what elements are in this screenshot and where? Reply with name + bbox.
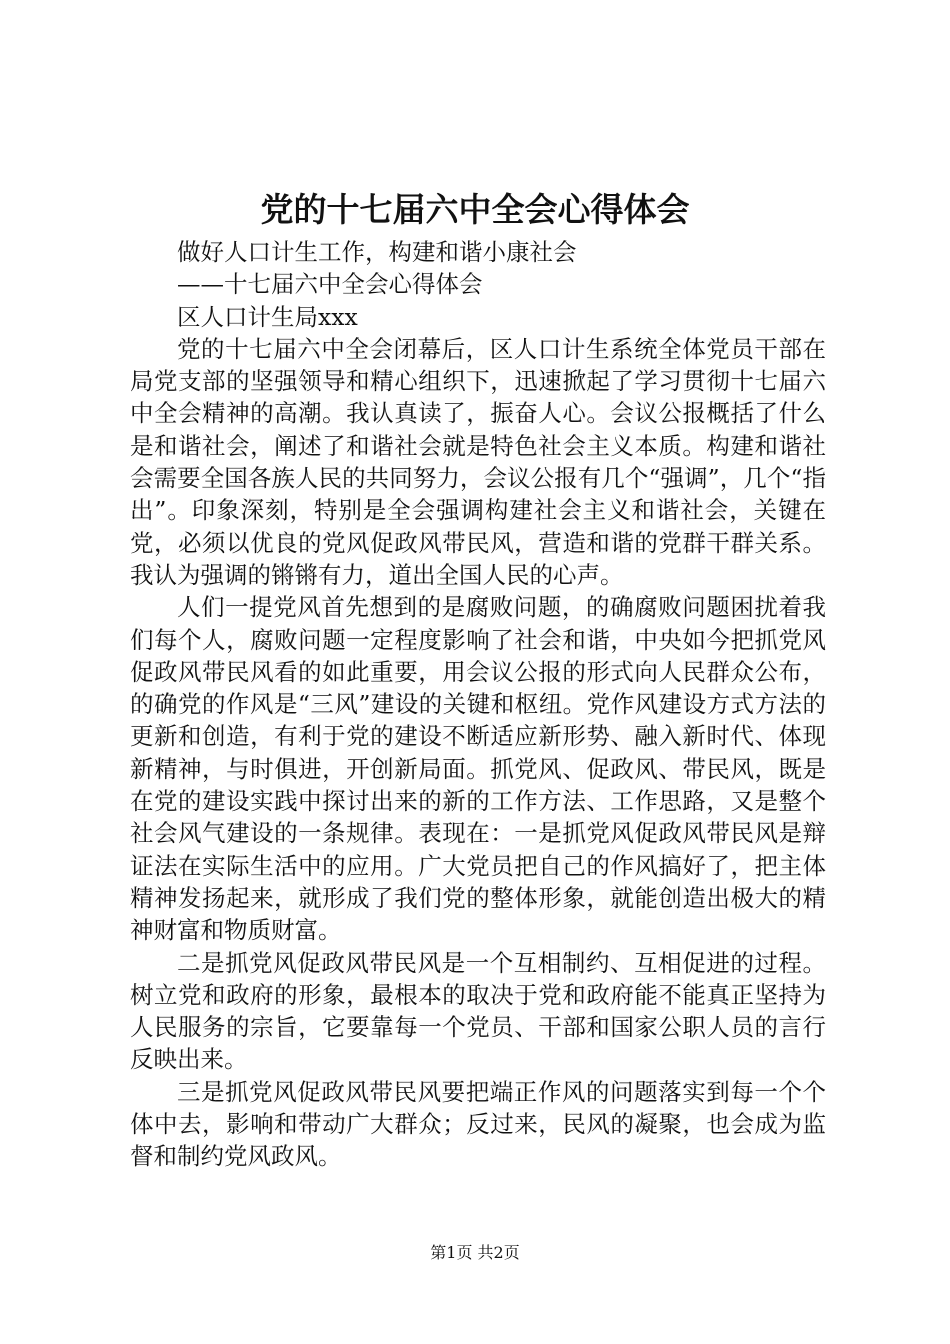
body-paragraph-2: 人们一提党风首先想到的是腐败问题，的确腐败问题困扰着我们每个人，腐败问题一定程度影响了社会和谐，中央如今把抓党风促政风带民风看的如此重要，用会议公报的形式向人民群众公布，的确党的作风是“三风”建设的关键和枢纽。党作风建设方式方法的更新和创造，有利于党的建设不断适应新形势、融入新时代、体现新精神，与时俱进，开创新局面。抓党风、促政风、带民风，既是在党的建设实践中探讨出来的新的工作方法、工作思路，又是整个社会风气建设的一条规律。表现在：一是抓党风促政风带民风是辩证法在实际生活中的应用。广大党员把自己的作风搞好了，把主体精神发扬起来，就形成了我们党的整体形象，就能创造出极大的精神财富和物质财富。: [130, 593, 826, 945]
document-body: [130, 236, 826, 1173]
author-line: 区人口计生局xxx: [177, 302, 358, 331]
body-paragraph-3: 二是抓党风促政风带民风是一个互相制约、互相促进的过程。树立党和政府的形象，最根本的取决于党和政府能不能真正坚持为人民服务的宗旨，它要靠每一个党员、干部和国家公职人员的言行反映出来。: [130, 948, 826, 1074]
body-paragraph-4: 三是抓党风促政风带民风要把端正作风的问题落实到每一个个体中去，影响和带动广大群众；反过来，民风的凝聚，也会成为监督和制约党风政风。: [130, 1077, 826, 1171]
document-title: 党的十七届六中全会心得体会: [260, 190, 690, 229]
page-footer: 第1页 共2页: [430, 1243, 520, 1262]
body-paragraph-1: 党的十七届六中全会闭幕后，区人口计生系统全体党员干部在局党支部的坚强领导和精心组织下，迅速掀起了学习贯彻十七届六中全会精神的高潮。我认真读了，振奋人心。会议公报概括了什么是和谐社会，阐述了和谐社会就是特色社会主义本质。构建和谐社会需要全国各族人民的共同努力，会议公报有几个“强调”，几个“指出”。印象深刻，特别是全会强调构建社会主义和谐社会，关键在党，必须以优良的党风促政风带民风，营造和谐的党群干群关系。我认为强调的锵锵有力，道出全国人民的心声。: [130, 334, 826, 589]
subtitle: 做好人口计生工作，构建和谐小康社会: [177, 238, 577, 266]
subtitle-secondary: ——十七届六中全会心得体会: [177, 270, 483, 299]
